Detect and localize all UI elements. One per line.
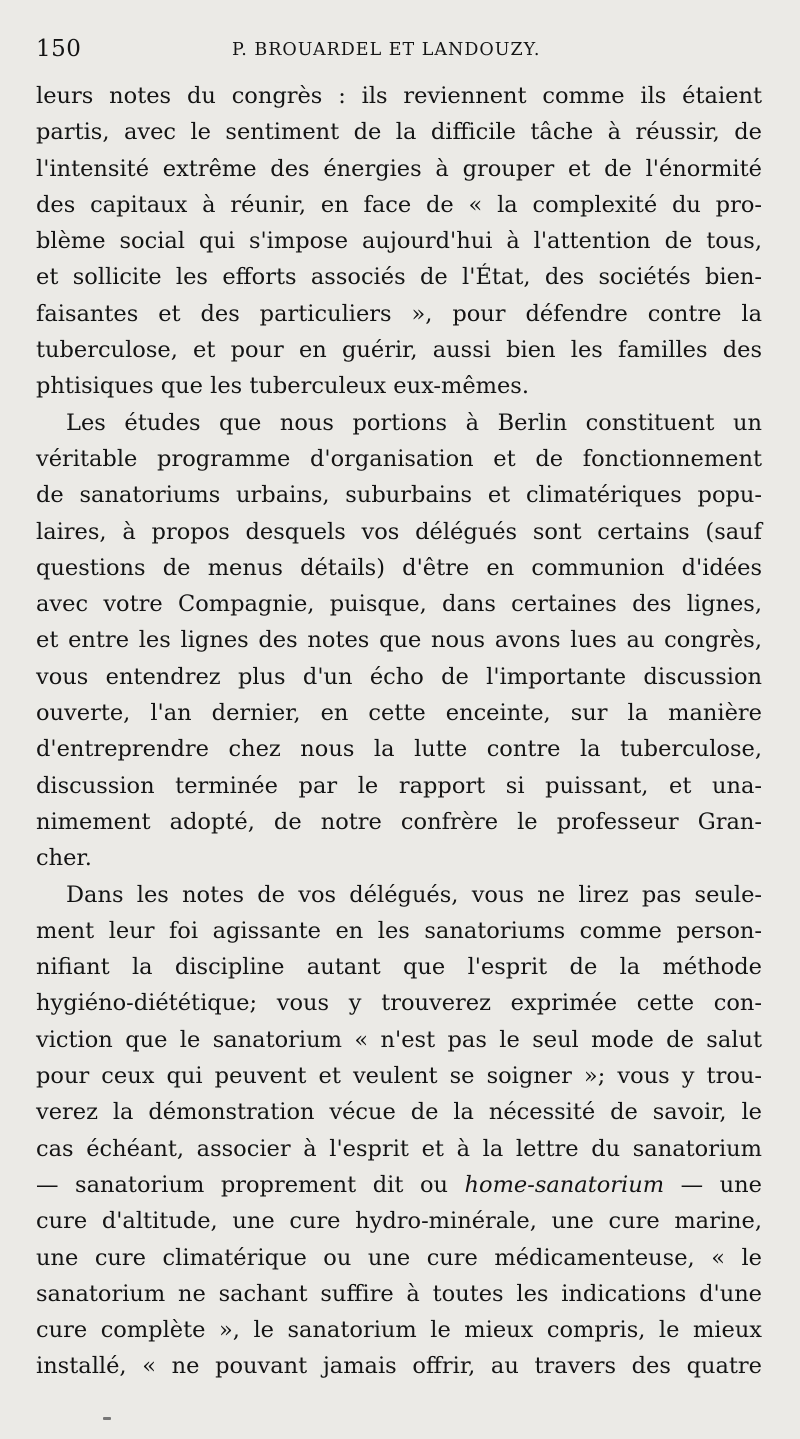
text-segment: — sanatorium proprement dit ou	[36, 1171, 465, 1198]
ink-speck	[103, 1417, 111, 1420]
text-line: sanatorium ne sachant suffire à toutes les indications d'une	[36, 1280, 762, 1307]
body-text	[36, 78, 762, 1385]
page-number: 150	[36, 36, 82, 62]
text-line: nifiant la discipline autant que l'esprit de la méthode	[36, 954, 762, 981]
text-line: ment leur foi agissante en les sanatoriums comme person-	[36, 917, 762, 944]
text-line: tuberculose, et pour en guérir, aussi bien les familles des	[36, 337, 762, 364]
text-line: des capitaux à réunir, en face de « la complexité du pro-	[36, 191, 762, 218]
text-line: et entre les lignes des notes que nous avons lues au congrès,	[36, 627, 762, 654]
text-line: verez la démonstration vécue de la nécessité de savoir, le	[36, 1099, 762, 1126]
text-line: l'intensité extrême des énergies à grouper et de l'énormité	[36, 155, 762, 182]
text-line: partis, avec le sentiment de la difficile tâche à réussir, de	[36, 119, 762, 146]
running-title: P. BROUARDEL ET LANDOUZY.	[232, 40, 541, 60]
italic-term: home-sanatorium	[464, 1171, 665, 1198]
text-line: installé, « ne pouvant jamais offrir, au travers des quatre	[36, 1353, 762, 1380]
text-line: vous entendrez plus d'un écho de l'importante discussion	[36, 663, 762, 690]
text-line: discussion terminée par le rapport si puissant, et una-	[36, 772, 762, 799]
text-line: questions de menus détails) d'être en communion d'idées	[36, 554, 762, 581]
text-line: cure complète », le sanatorium le mieux compris, le mieux	[36, 1317, 762, 1344]
text-line: et sollicite les efforts associés de l'État, des sociétés bien-	[36, 264, 762, 291]
paragraph-start-line: Les études que nous portions à Berlin constituent un	[66, 409, 762, 436]
text-line: nimement adopté, de notre confrère le professeur Gran-	[36, 808, 762, 835]
text-line-with-italic	[36, 1167, 762, 1203]
text-line: phtisiques que les tuberculeux eux-mêmes.	[36, 373, 530, 400]
text-line: une cure climatérique ou une cure médicamenteuse, « le	[36, 1244, 762, 1271]
text-line: d'entreprendre chez nous la lutte contre la tuberculose,	[36, 736, 762, 763]
text-line: cher.	[36, 845, 92, 872]
paragraph-start-line: Dans les notes de vos délégués, vous ne lirez pas seule-	[66, 881, 762, 908]
text-line: cure d'altitude, une cure hydro-minérale, une cure marine,	[36, 1208, 762, 1235]
text-line: ouverte, l'an dernier, en cette enceinte, sur la manière	[36, 700, 762, 727]
text-segment: — une	[664, 1171, 762, 1198]
text-line: laires, à propos desquels vos délégués sont certains (sauf	[36, 518, 762, 545]
text-line: avec votre Compagnie, puisque, dans certaines des lignes,	[36, 591, 762, 618]
text-line: hygiéno-diététique; vous y trouverez exprimée cette con-	[36, 990, 762, 1017]
text-line: leurs notes du congrès : ils reviennent comme ils étaient	[36, 83, 762, 109]
text-line: blème social qui s'impose aujourd'hui à l'attention de tous,	[36, 228, 762, 255]
text-line: pour ceux qui peuvent et veulent se soigner »; vous y trou-	[36, 1063, 762, 1090]
text-line: faisantes et des particuliers », pour défendre contre la	[36, 300, 762, 327]
text-line: de sanatoriums urbains, suburbains et climatériques popu-	[36, 482, 762, 509]
text-line: viction que le sanatorium « n'est pas le seul mode de salut	[36, 1026, 762, 1053]
running-head	[36, 34, 556, 64]
text-line: véritable programme d'organisation et de fonctionnement	[36, 445, 762, 472]
text-line: cas échéant, associer à l'esprit et à la lettre du sanatorium	[36, 1135, 762, 1162]
